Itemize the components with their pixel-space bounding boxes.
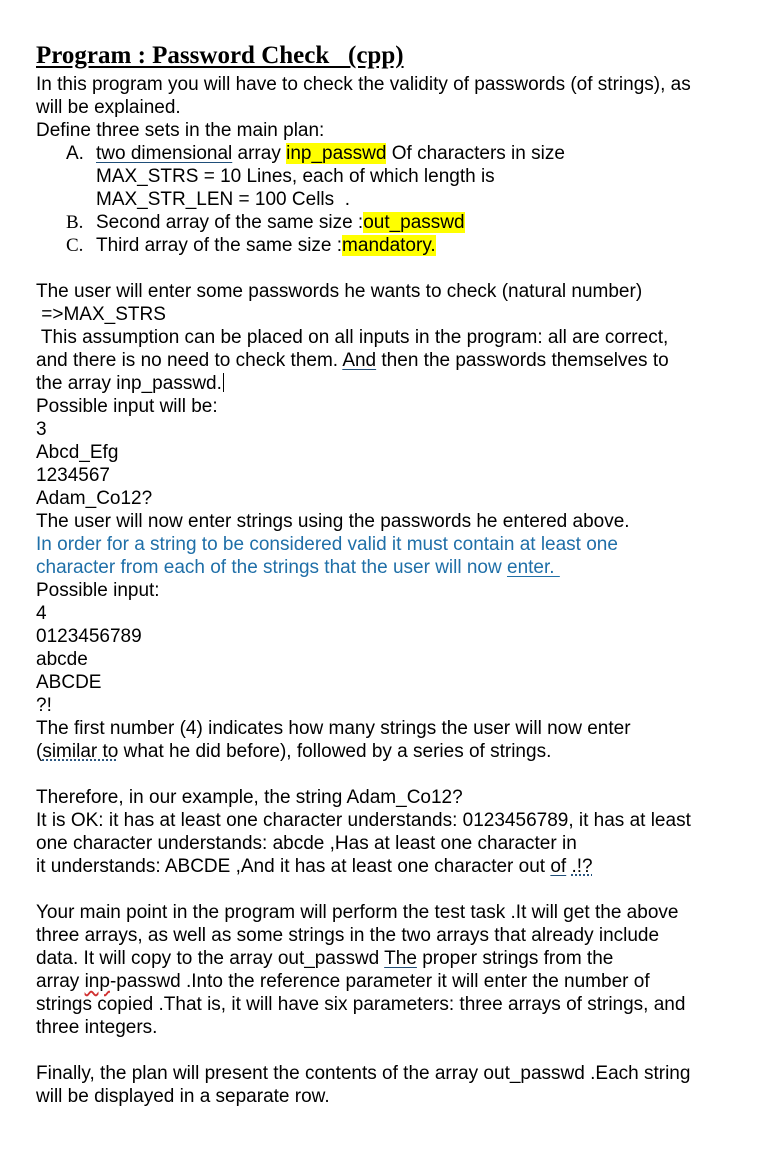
text-span: Third array of the same size : (96, 235, 343, 256)
text-span: array (232, 143, 287, 164)
input1-line: Abcd_Efg (36, 442, 119, 463)
para2-line-1: The user will enter some passwords he wants to check (natural number) (36, 281, 643, 302)
intro-line-1: In this program you will have to check the validity of passwords (of strings), as (36, 74, 691, 95)
para2-line-2: =>MAX_STRS (36, 304, 166, 325)
para2-line-5 (36, 372, 224, 395)
underlined-term: two dimensional (96, 143, 233, 164)
para4-line-1: The first number (4) indicates how many strings the user will now enter (36, 718, 631, 739)
text-span: Second array of the same size : (96, 212, 364, 233)
input1-line: 1234567 (36, 465, 110, 486)
list-marker-a: A. (66, 143, 84, 164)
text-cursor (223, 373, 224, 392)
para6-line-5: strings copied .That is, it will have six parameters: three arrays of strings, and (36, 994, 686, 1015)
para4-line-2 (36, 740, 551, 763)
page-title: Program : Password Check (cpp) (36, 42, 404, 69)
text-span: proper strings from the (416, 948, 614, 969)
text-span: data. It will copy to the array out_passwd (36, 948, 385, 969)
text-span: ( (36, 741, 43, 762)
intro-line-2: will be explained. (36, 97, 181, 118)
highlight-out-passwd: out_passwd (363, 212, 465, 233)
para6-line-3 (36, 947, 613, 970)
list-item-a-line-2: MAX_STRS = 10 Lines, each of which length is (96, 166, 495, 187)
text-span: what he did before), followed by a series of strings. (118, 741, 552, 762)
dotted-underline-phrase: similar to (42, 741, 119, 762)
text-span: character from each of the strings that the user will now (36, 557, 507, 578)
underlined-word: And (342, 350, 377, 371)
text-span: the array inp_passwd. (36, 373, 222, 394)
intro-line-3: Define three sets in the main plan: (36, 120, 325, 141)
underlined-word: of (550, 856, 567, 877)
highlight-mandatory: mandatory. (342, 235, 436, 256)
list-item-a-line-3: MAX_STR_LEN = 100 Cells . (96, 189, 350, 210)
para3-line-2: Possible input: (36, 580, 160, 601)
para7-line-2: will be displayed in a separate row. (36, 1086, 330, 1107)
para3-line-1: The user will now enter strings using the passwords he entered above. (36, 511, 630, 532)
list-item-a-line-1 (96, 142, 565, 165)
input2-line: ?! (36, 695, 52, 716)
list-marker-c: C. (66, 235, 84, 256)
para5-line-4 (36, 855, 593, 878)
text-span: Of characters in size (386, 143, 565, 164)
para5-line-1: Therefore, in our example, the string Adam_Co12? (36, 787, 463, 808)
para6-line-4 (36, 970, 650, 993)
para2-line-6: Possible input will be: (36, 396, 218, 417)
text-span: then the passwords themselves to (376, 350, 669, 371)
input2-line: ABCDE (36, 672, 102, 693)
input1-line: 3 (36, 419, 47, 440)
dotted-underline-phrase: .!? (571, 856, 593, 877)
spellcheck-word: inp (84, 971, 110, 992)
para3-blue-line-1: In order for a string to be considered valid it must contain at least one (36, 534, 618, 555)
text-span: -passwd .Into the reference parameter it will enter the number of (109, 971, 650, 992)
para2-line-3: This assumption can be placed on all inputs in the program: all are correct, (36, 327, 669, 348)
highlight-inp-passwd: inp_passwd (286, 143, 387, 164)
list-item-b (96, 211, 465, 234)
para7-line-1: Finally, the plan will present the contents of the array out_passwd .Each string (36, 1063, 691, 1084)
list-marker-b: B. (66, 212, 84, 233)
para3-blue-line-2 (36, 556, 560, 579)
para6-line-1: Your main point in the program will perform the test task .It will get the above (36, 902, 679, 923)
input2-line: 0123456789 (36, 626, 142, 647)
text-span: and there is no need to check them. (36, 350, 343, 371)
para6-line-2: three arrays, as well as some strings in the two arrays that already include (36, 925, 660, 946)
input1-line: Adam_Co12? (36, 488, 153, 509)
para5-line-3: one character understands: abcde ,Has at least one character in (36, 833, 577, 854)
input2-line: abcde (36, 649, 88, 670)
text-span: it understands: ABCDE ,And it has at least one character out (36, 856, 551, 877)
input2-line: 4 (36, 603, 47, 624)
list-item-c (96, 234, 436, 257)
para6-line-6: three integers. (36, 1017, 158, 1038)
para2-line-4 (36, 349, 669, 372)
text-span: array (36, 971, 85, 992)
para5-line-2: It is OK: it has at least one character understands: 0123456789, it has at least (36, 810, 691, 831)
underlined-word: The (384, 948, 417, 969)
underlined-word: enter. (507, 557, 560, 578)
